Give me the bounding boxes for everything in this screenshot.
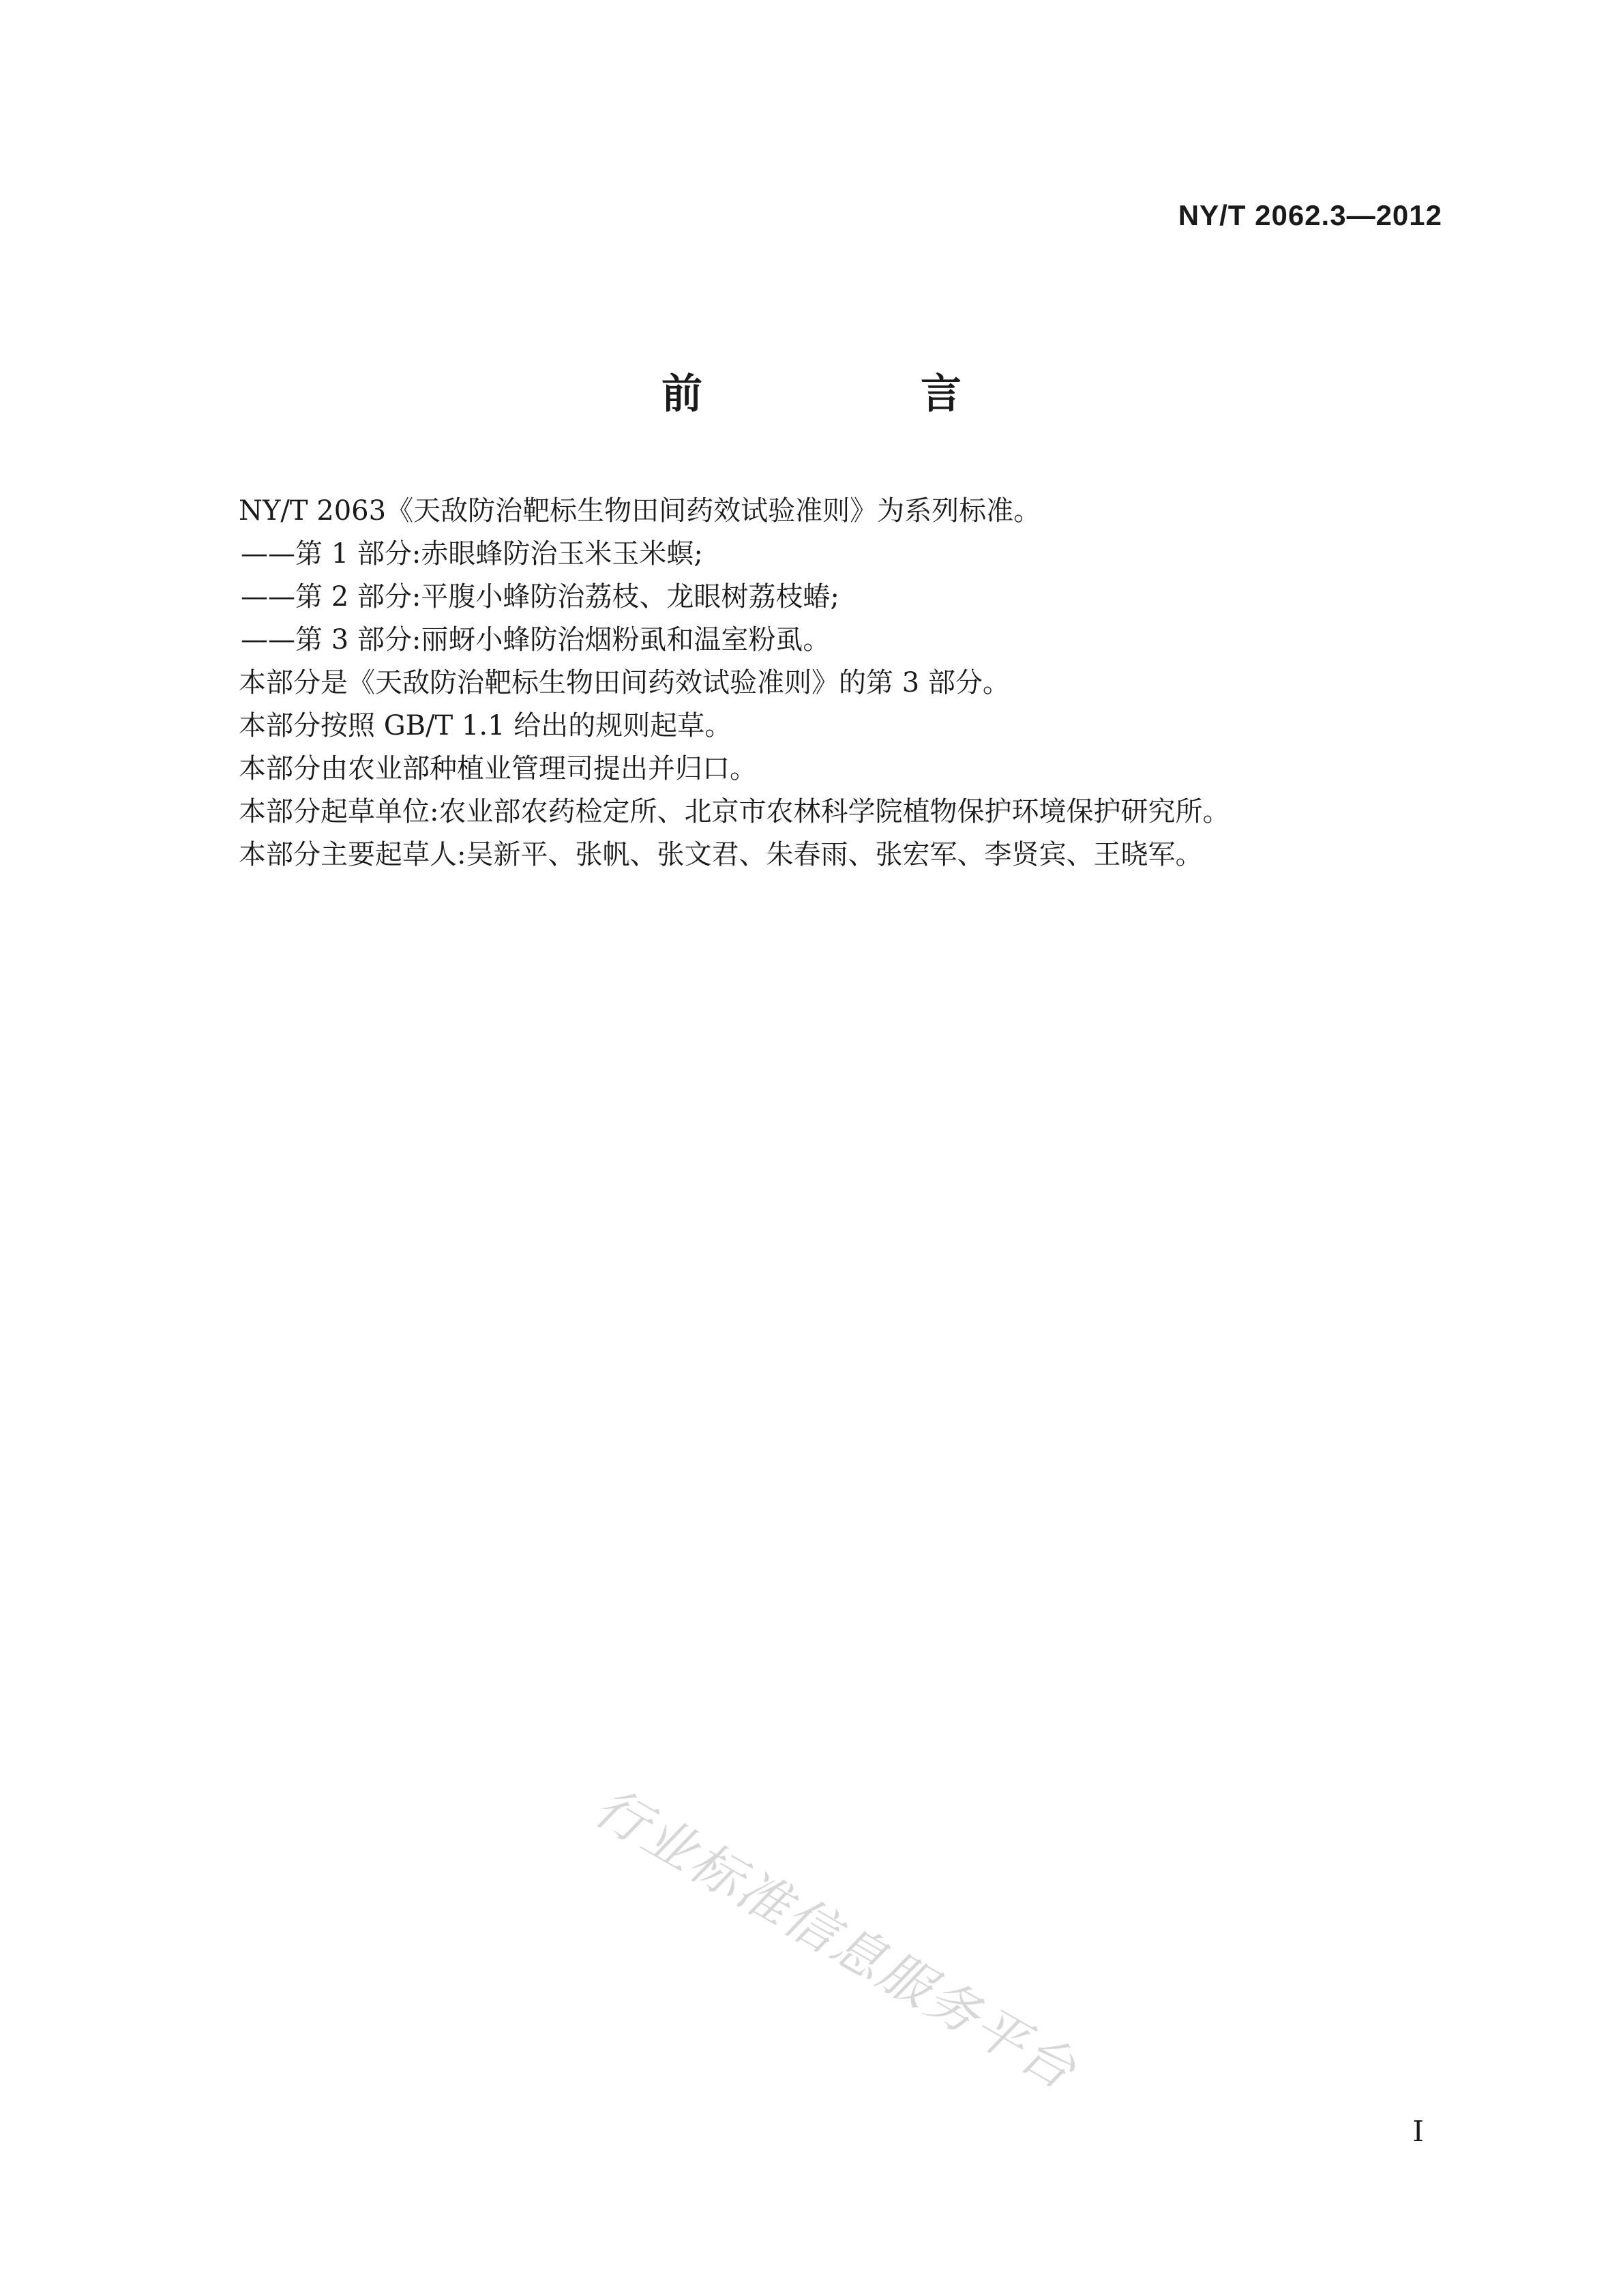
list-item-part-2: ——第 2 部分:平腹小蜂防治荔枝、龙眼树荔枝蝽;	[241, 581, 839, 613]
paragraph-series-intro: NY/T 2063《天敌防治靶标生物田间药效试验准则》为系列标准。	[239, 495, 1041, 527]
standard-code: NY/T 2062.3—2012	[1178, 199, 1442, 231]
foreword-body	[239, 490, 1453, 877]
paragraph-drafting-units: 本部分起草单位:农业部农药检定所、北京市农林科学院植物保护环境保护研究所。	[239, 796, 1230, 827]
paragraph-proposer: 本部分由农业部种植业管理司提出并归口。	[239, 753, 757, 784]
paragraph-this-part: 本部分是《天敌防治靶标生物田间药效试验准则》的第 3 部分。	[239, 667, 1010, 698]
paragraph-drafters: 本部分主要起草人:吴新平、张帆、张文君、朱春雨、张宏军、李贤宾、王晓军。	[239, 839, 1203, 870]
watermark-text: 行业标准信息服务平台	[584, 1776, 1088, 2102]
list-item-part-3: ——第 3 部分:丽蚜小蜂防治烟粉虱和温室粉虱。	[241, 624, 831, 656]
paragraph-drafting-rules: 本部分按照 GB/T 1.1 给出的规则起草。	[239, 710, 732, 741]
list-item-part-1: ——第 1 部分:赤眼蜂防治玉米玉米螟;	[241, 538, 703, 570]
page-number: I	[1412, 2115, 1424, 2148]
page-title: 前 言	[661, 370, 1050, 418]
